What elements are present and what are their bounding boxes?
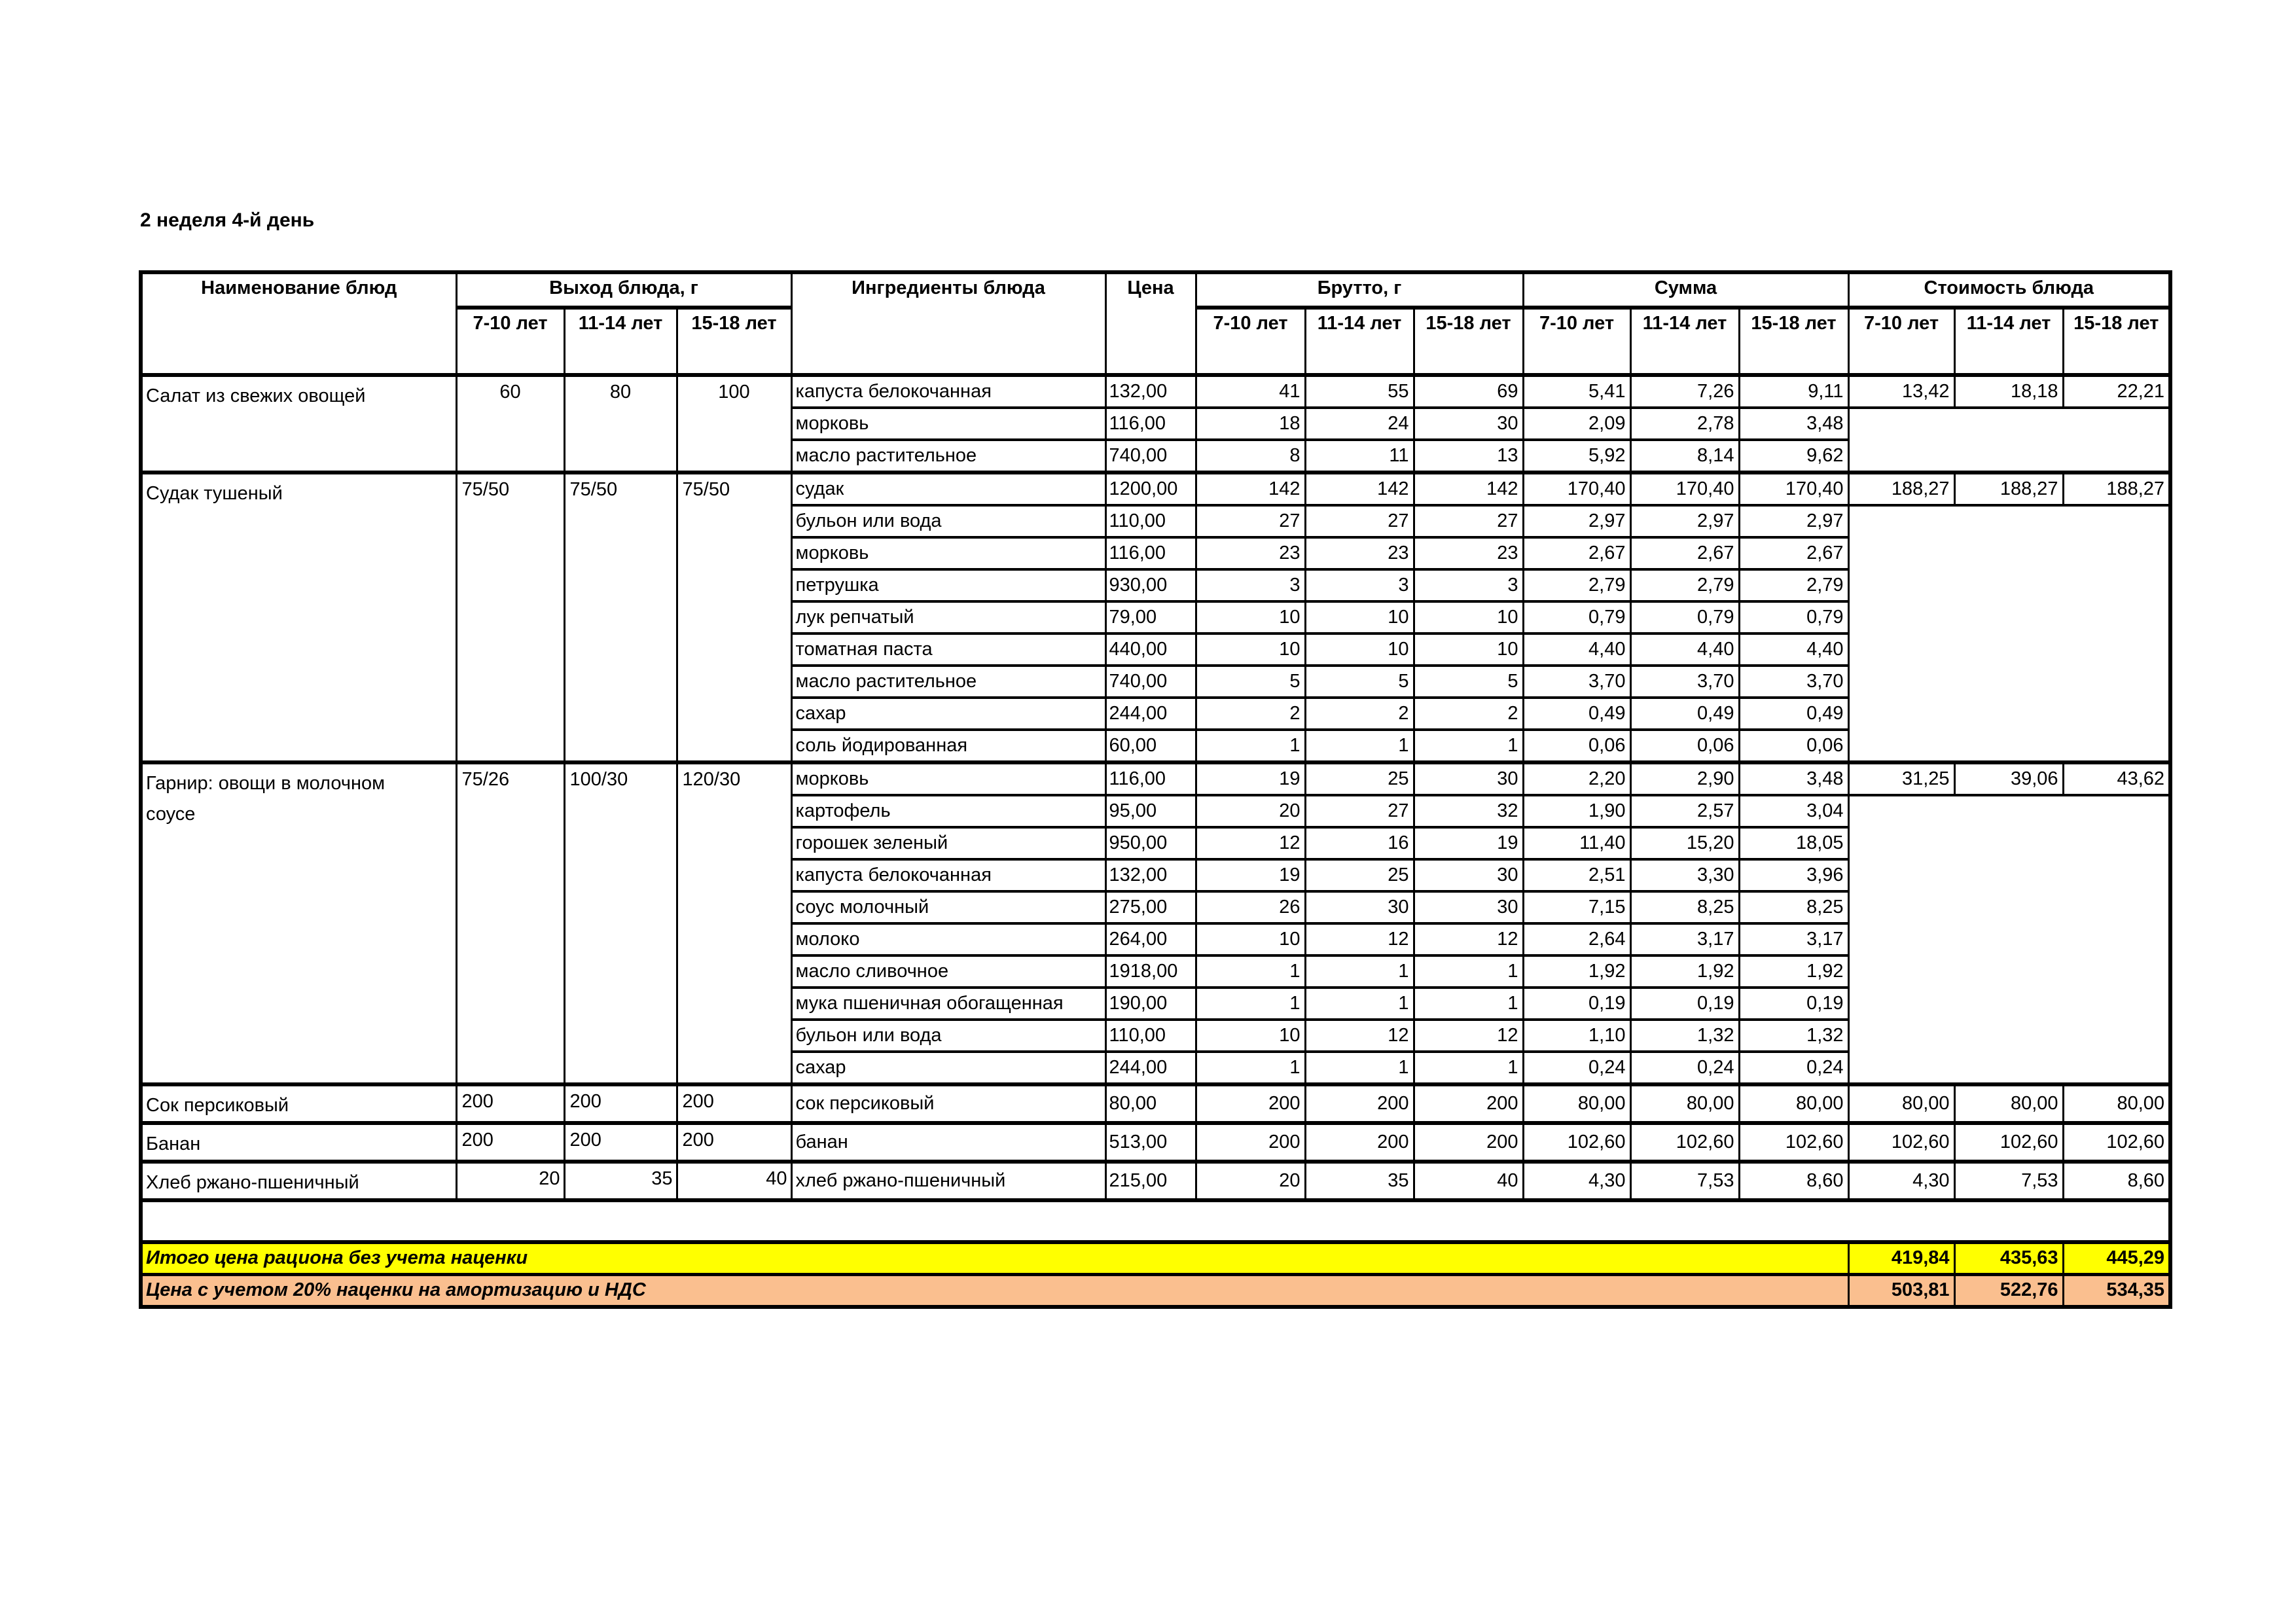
cost-value: 80,00 [1848, 1084, 1954, 1123]
header-age: 11-14 лет [1305, 308, 1414, 375]
gross-value: 3 [1414, 569, 1523, 601]
price-value: 110,00 [1105, 1020, 1196, 1052]
sum-value: 0,49 [1630, 698, 1739, 730]
sum-value: 18,05 [1739, 827, 1848, 859]
ingredient-name: банан [791, 1123, 1105, 1162]
gross-value: 24 [1305, 408, 1414, 440]
yield-value: 200 [564, 1084, 677, 1123]
gross-value: 3 [1305, 569, 1414, 601]
sum-value: 4,40 [1523, 633, 1630, 666]
gross-value: 30 [1414, 859, 1523, 891]
ingredient-name: морковь [791, 537, 1105, 569]
ingredient-name: хлеб ржано-пшеничный [791, 1162, 1105, 1200]
ingredient-name: соль йодированная [791, 730, 1105, 762]
sum-value: 3,17 [1630, 923, 1739, 955]
sum-value: 1,92 [1523, 955, 1630, 988]
cost-value: 18,18 [1954, 375, 2063, 408]
yield-value: 200 [456, 1084, 564, 1123]
sum-value: 7,26 [1630, 375, 1739, 408]
gross-value: 5 [1305, 666, 1414, 698]
sum-value: 4,30 [1523, 1162, 1630, 1200]
sum-value: 2,79 [1739, 569, 1848, 601]
sum-value: 102,60 [1739, 1123, 1848, 1162]
sum-value: 0,19 [1523, 988, 1630, 1020]
price-value: 80,00 [1105, 1084, 1196, 1123]
gross-value: 1 [1414, 988, 1523, 1020]
menu-table [139, 270, 2172, 1309]
header-row-groups [141, 272, 2170, 308]
gross-value: 12 [1414, 1020, 1523, 1052]
ingredient-name: лук репчатый [791, 601, 1105, 633]
sum-value: 2,67 [1739, 537, 1848, 569]
yield-value: 60 [456, 375, 564, 473]
sum-value: 3,70 [1523, 666, 1630, 698]
gross-value: 30 [1414, 891, 1523, 923]
sum-value: 0,79 [1739, 601, 1848, 633]
cost-value: 102,60 [1848, 1123, 1954, 1162]
sum-value: 8,25 [1739, 891, 1848, 923]
total-row-value: 522,76 [1954, 1274, 2063, 1307]
ingredient-name: мука пшеничная обогащенная [791, 988, 1105, 1020]
gross-value: 27 [1196, 505, 1305, 537]
sum-value: 2,97 [1739, 505, 1848, 537]
total-row-value: 503,81 [1848, 1274, 1954, 1307]
header-age: 7-10 лет [456, 308, 564, 375]
ingredient-name: масло растительное [791, 440, 1105, 473]
gross-value: 1 [1305, 955, 1414, 988]
sum-value: 0,24 [1739, 1052, 1848, 1084]
sum-value: 2,90 [1630, 762, 1739, 795]
total-row-value: 419,84 [1848, 1242, 1954, 1275]
price-value: 215,00 [1105, 1162, 1196, 1200]
sum-value: 9,11 [1739, 375, 1848, 408]
header-age: 15-18 лет [677, 308, 791, 375]
ingredient-row [141, 1123, 2170, 1162]
ingredient-row [141, 762, 2170, 795]
gross-value: 25 [1305, 859, 1414, 891]
ingredient-row [141, 375, 2170, 408]
sum-value: 2,64 [1523, 923, 1630, 955]
gross-value: 10 [1414, 633, 1523, 666]
ingredient-row [141, 1162, 2170, 1200]
gross-value: 1 [1305, 1052, 1414, 1084]
ingredient-name: капуста белокочанная [791, 375, 1105, 408]
sum-value: 1,90 [1523, 795, 1630, 827]
header-age: 15-18 лет [2063, 308, 2170, 375]
gross-value: 10 [1196, 601, 1305, 633]
gross-value: 41 [1196, 375, 1305, 408]
gross-value: 200 [1305, 1084, 1414, 1123]
spacer-row [141, 1200, 2170, 1242]
ingredient-row [141, 473, 2170, 505]
table-body [141, 375, 2170, 1307]
sum-value: 15,20 [1630, 827, 1739, 859]
sum-value: 0,24 [1523, 1052, 1630, 1084]
total-row-value: 534,35 [2063, 1274, 2170, 1307]
ingredient-name: масло растительное [791, 666, 1105, 698]
ingredient-name: морковь [791, 408, 1105, 440]
dish-name: Сок персиковый [141, 1084, 456, 1123]
price-value: 95,00 [1105, 795, 1196, 827]
yield-value: 75/26 [456, 762, 564, 1084]
gross-value: 16 [1305, 827, 1414, 859]
header-gross: Брутто, г [1196, 272, 1523, 308]
gross-value: 10 [1305, 601, 1414, 633]
gross-value: 25 [1305, 762, 1414, 795]
sum-value: 0,49 [1523, 698, 1630, 730]
sum-value: 1,32 [1739, 1020, 1848, 1052]
sum-value: 2,09 [1523, 408, 1630, 440]
gross-value: 5 [1414, 666, 1523, 698]
cost-empty-area [1848, 505, 2170, 762]
sum-value: 7,15 [1523, 891, 1630, 923]
sum-value: 2,57 [1630, 795, 1739, 827]
price-value: 116,00 [1105, 537, 1196, 569]
price-value: 275,00 [1105, 891, 1196, 923]
yield-value: 40 [677, 1162, 791, 1200]
header-age: 11-14 лет [564, 308, 677, 375]
sum-value: 9,62 [1739, 440, 1848, 473]
gross-value: 1 [1305, 988, 1414, 1020]
price-value: 1918,00 [1105, 955, 1196, 988]
gross-value: 19 [1196, 762, 1305, 795]
sum-value: 2,79 [1523, 569, 1630, 601]
gross-value: 1 [1414, 730, 1523, 762]
header-dish-name: Наименование блюд [141, 272, 456, 375]
sum-value: 0,79 [1523, 601, 1630, 633]
gross-value: 26 [1196, 891, 1305, 923]
sum-value: 0,06 [1523, 730, 1630, 762]
cost-value: 188,27 [2063, 473, 2170, 505]
sum-value: 102,60 [1523, 1123, 1630, 1162]
price-value: 79,00 [1105, 601, 1196, 633]
gross-value: 200 [1414, 1084, 1523, 1123]
price-value: 513,00 [1105, 1123, 1196, 1162]
dish-name: Хлеб ржано-пшеничный [141, 1162, 456, 1200]
gross-value: 20 [1196, 1162, 1305, 1200]
price-value: 116,00 [1105, 408, 1196, 440]
ingredient-row [141, 1084, 2170, 1123]
sum-value: 4,40 [1630, 633, 1739, 666]
yield-value: 75/50 [677, 473, 791, 762]
gross-value: 11 [1305, 440, 1414, 473]
sum-value: 2,97 [1523, 505, 1630, 537]
total-row [141, 1274, 2170, 1307]
gross-value: 1 [1305, 730, 1414, 762]
price-value: 190,00 [1105, 988, 1196, 1020]
gross-value: 1 [1196, 988, 1305, 1020]
price-value: 1200,00 [1105, 473, 1196, 505]
yield-value: 100 [677, 375, 791, 473]
gross-value: 12 [1414, 923, 1523, 955]
sum-value: 8,25 [1630, 891, 1739, 923]
gross-value: 10 [1196, 633, 1305, 666]
sum-value: 170,40 [1630, 473, 1739, 505]
sum-value: 1,10 [1523, 1020, 1630, 1052]
sum-value: 4,40 [1739, 633, 1848, 666]
sum-value: 2,79 [1630, 569, 1739, 601]
ingredient-name: соус молочный [791, 891, 1105, 923]
gross-value: 2 [1305, 698, 1414, 730]
header-age: 7-10 лет [1196, 308, 1305, 375]
price-value: 740,00 [1105, 666, 1196, 698]
gross-value: 200 [1196, 1084, 1305, 1123]
yield-value: 75/50 [564, 473, 677, 762]
sum-value: 2,78 [1630, 408, 1739, 440]
gross-value: 27 [1414, 505, 1523, 537]
header-age: 11-14 лет [1630, 308, 1739, 375]
cost-value: 31,25 [1848, 762, 1954, 795]
sum-value: 170,40 [1739, 473, 1848, 505]
sum-value: 8,60 [1739, 1162, 1848, 1200]
ingredient-name: петрушка [791, 569, 1105, 601]
price-value: 132,00 [1105, 375, 1196, 408]
sum-value: 5,92 [1523, 440, 1630, 473]
header-age: 15-18 лет [1414, 308, 1523, 375]
header-yield: Выход блюда, г [456, 272, 791, 308]
sum-value: 3,48 [1739, 762, 1848, 795]
gross-value: 1 [1196, 1052, 1305, 1084]
cost-empty-area [1848, 795, 2170, 1084]
gross-value: 12 [1305, 1020, 1414, 1052]
gross-value: 10 [1305, 633, 1414, 666]
ingredient-name: капуста белокочанная [791, 859, 1105, 891]
sum-value: 2,20 [1523, 762, 1630, 795]
cost-value: 8,60 [2063, 1162, 2170, 1200]
sum-value: 7,53 [1630, 1162, 1739, 1200]
gross-value: 30 [1414, 408, 1523, 440]
gross-value: 19 [1414, 827, 1523, 859]
ingredient-name: судак [791, 473, 1105, 505]
total-row-label: Итого цена рациона без учета наценки [141, 1242, 1848, 1275]
price-value: 116,00 [1105, 762, 1196, 795]
gross-value: 5 [1196, 666, 1305, 698]
price-value: 950,00 [1105, 827, 1196, 859]
gross-value: 30 [1414, 762, 1523, 795]
gross-value: 13 [1414, 440, 1523, 473]
price-value: 244,00 [1105, 1052, 1196, 1084]
price-value: 930,00 [1105, 569, 1196, 601]
sum-value: 5,41 [1523, 375, 1630, 408]
header-age: 7-10 лет [1523, 308, 1630, 375]
gross-value: 32 [1414, 795, 1523, 827]
sum-value: 1,32 [1630, 1020, 1739, 1052]
gross-value: 142 [1414, 473, 1523, 505]
ingredient-name: морковь [791, 762, 1105, 795]
ingredient-name: масло сливочное [791, 955, 1105, 988]
total-row [141, 1242, 2170, 1275]
cost-value: 102,60 [2063, 1123, 2170, 1162]
header-age: 11-14 лет [1954, 308, 2063, 375]
dish-name: Салат из свежих овощей [141, 375, 456, 473]
sum-value: 3,48 [1739, 408, 1848, 440]
total-row-value: 445,29 [2063, 1242, 2170, 1275]
gross-value: 40 [1414, 1162, 1523, 1200]
ingredient-name: сахар [791, 1052, 1105, 1084]
sum-value: 11,40 [1523, 827, 1630, 859]
gross-value: 200 [1196, 1123, 1305, 1162]
sum-value: 80,00 [1630, 1084, 1739, 1123]
sum-value: 0,19 [1630, 988, 1739, 1020]
gross-value: 19 [1196, 859, 1305, 891]
ingredient-name: сок персиковый [791, 1084, 1105, 1123]
gross-value: 2 [1196, 698, 1305, 730]
ingredient-name: томатная паста [791, 633, 1105, 666]
gross-value: 23 [1305, 537, 1414, 569]
yield-value: 200 [564, 1123, 677, 1162]
cost-value: 22,21 [2063, 375, 2170, 408]
sum-value: 0,06 [1630, 730, 1739, 762]
header-cost: Стоимость блюда [1848, 272, 2170, 308]
sum-value: 0,24 [1630, 1052, 1739, 1084]
sum-value: 0,19 [1739, 988, 1848, 1020]
sum-value: 80,00 [1523, 1084, 1630, 1123]
cost-value: 39,06 [1954, 762, 2063, 795]
page-title: 2 неделя 4-й день [140, 209, 315, 231]
sum-value: 80,00 [1739, 1084, 1848, 1123]
gross-value: 20 [1196, 795, 1305, 827]
sum-value: 0,06 [1739, 730, 1848, 762]
cost-value: 13,42 [1848, 375, 1954, 408]
yield-value: 100/30 [564, 762, 677, 1084]
gross-value: 200 [1305, 1123, 1414, 1162]
yield-value: 20 [456, 1162, 564, 1200]
gross-value: 27 [1305, 795, 1414, 827]
gross-value: 10 [1196, 923, 1305, 955]
sum-value: 170,40 [1523, 473, 1630, 505]
sum-value: 1,92 [1630, 955, 1739, 988]
gross-value: 35 [1305, 1162, 1414, 1200]
cost-value: 80,00 [2063, 1084, 2170, 1123]
price-value: 110,00 [1105, 505, 1196, 537]
gross-value: 3 [1196, 569, 1305, 601]
yield-value: 120/30 [677, 762, 791, 1084]
sum-value: 3,04 [1739, 795, 1848, 827]
sum-value: 3,30 [1630, 859, 1739, 891]
table-header [141, 272, 2170, 375]
price-value: 740,00 [1105, 440, 1196, 473]
price-value: 60,00 [1105, 730, 1196, 762]
gross-value: 18 [1196, 408, 1305, 440]
yield-value: 75/50 [456, 473, 564, 762]
gross-value: 12 [1305, 923, 1414, 955]
sum-value: 2,51 [1523, 859, 1630, 891]
yield-value: 200 [677, 1123, 791, 1162]
header-age: 7-10 лет [1848, 308, 1954, 375]
gross-value: 142 [1196, 473, 1305, 505]
gross-value: 10 [1414, 601, 1523, 633]
cost-value: 43,62 [2063, 762, 2170, 795]
ingredient-name: молоко [791, 923, 1105, 955]
cost-value: 80,00 [1954, 1084, 2063, 1123]
sum-value: 0,79 [1630, 601, 1739, 633]
gross-value: 23 [1414, 537, 1523, 569]
gross-value: 69 [1414, 375, 1523, 408]
yield-value: 80 [564, 375, 677, 473]
gross-value: 27 [1305, 505, 1414, 537]
price-value: 440,00 [1105, 633, 1196, 666]
gross-value: 2 [1414, 698, 1523, 730]
ingredient-name: горошек зеленый [791, 827, 1105, 859]
sum-value: 2,67 [1630, 537, 1739, 569]
total-row-value: 435,63 [1954, 1242, 2063, 1275]
ingredient-name: бульон или вода [791, 1020, 1105, 1052]
gross-value: 1 [1196, 955, 1305, 988]
cost-value: 4,30 [1848, 1162, 1954, 1200]
dish-name: Гарнир: овощи в молочном соусе [141, 762, 456, 1084]
gross-value: 1 [1196, 730, 1305, 762]
sum-value: 3,70 [1630, 666, 1739, 698]
sum-value: 2,67 [1523, 537, 1630, 569]
sum-value: 3,17 [1739, 923, 1848, 955]
sum-value: 3,70 [1739, 666, 1848, 698]
gross-value: 1 [1414, 1052, 1523, 1084]
sum-value: 1,92 [1739, 955, 1848, 988]
gross-value: 12 [1196, 827, 1305, 859]
sum-value: 3,96 [1739, 859, 1848, 891]
total-row-label: Цена с учетом 20% наценки на амортизацию и НДС [141, 1274, 1848, 1307]
ingredient-name: бульон или вода [791, 505, 1105, 537]
gross-value: 23 [1196, 537, 1305, 569]
sum-value: 0,49 [1739, 698, 1848, 730]
cost-value: 102,60 [1954, 1123, 2063, 1162]
price-value: 264,00 [1105, 923, 1196, 955]
spacer-cell [141, 1200, 2170, 1242]
dish-name: Банан [141, 1123, 456, 1162]
price-value: 244,00 [1105, 698, 1196, 730]
cost-value: 188,27 [1954, 473, 2063, 505]
ingredient-name: сахар [791, 698, 1105, 730]
header-age: 15-18 лет [1739, 308, 1848, 375]
header-ingredients: Ингредиенты блюда [791, 272, 1105, 375]
price-value: 132,00 [1105, 859, 1196, 891]
gross-value: 8 [1196, 440, 1305, 473]
sum-value: 8,14 [1630, 440, 1739, 473]
cost-empty-area [1848, 408, 2170, 473]
gross-value: 55 [1305, 375, 1414, 408]
cost-value: 7,53 [1954, 1162, 2063, 1200]
yield-value: 200 [677, 1084, 791, 1123]
sum-value: 2,97 [1630, 505, 1739, 537]
ingredient-name: картофель [791, 795, 1105, 827]
dish-name: Судак тушеный [141, 473, 456, 762]
header-price: Цена [1105, 272, 1196, 375]
header-sum: Сумма [1523, 272, 1848, 308]
gross-value: 142 [1305, 473, 1414, 505]
yield-value: 35 [564, 1162, 677, 1200]
gross-value: 10 [1196, 1020, 1305, 1052]
gross-value: 1 [1414, 955, 1523, 988]
gross-value: 30 [1305, 891, 1414, 923]
yield-value: 200 [456, 1123, 564, 1162]
gross-value: 200 [1414, 1123, 1523, 1162]
cost-value: 188,27 [1848, 473, 1954, 505]
sum-value: 102,60 [1630, 1123, 1739, 1162]
